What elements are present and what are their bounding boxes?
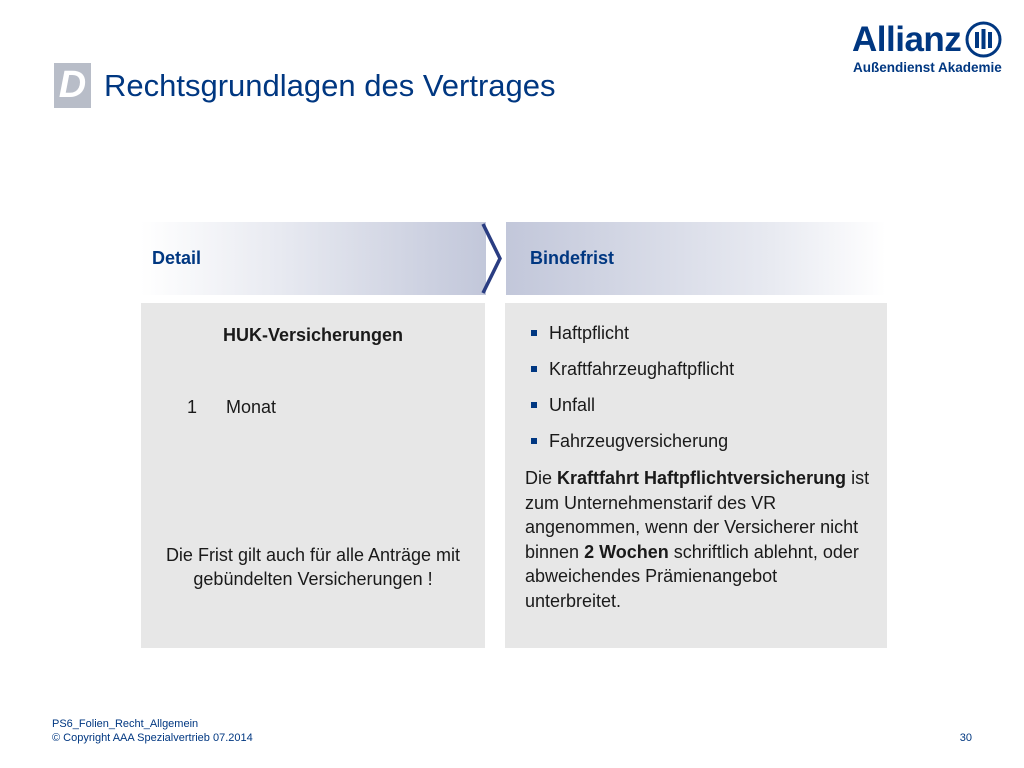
list-item <box>530 431 734 467</box>
para-text: Die <box>525 468 558 488</box>
logo-wordmark: Allianz <box>852 20 962 59</box>
list-item-label: Haftpflicht <box>549 323 630 343</box>
bullet-square-icon <box>531 438 537 444</box>
bullet-square-icon <box>531 330 537 336</box>
list-item-label: Kraftfahrzeughaftpflicht <box>549 359 735 379</box>
header-detail-label: Detail <box>152 248 202 268</box>
footer-copyright: © Copyright AAA Spezialvertrieb 07.2014 <box>52 732 253 744</box>
period-number: 1 <box>187 397 198 417</box>
detail-panel <box>141 303 485 648</box>
page-number: 30 <box>959 732 972 744</box>
list-item <box>530 323 734 359</box>
para-text: schriftlich ablehnt, oder abweichendes Prämienangebot unterbreitet. <box>525 541 859 611</box>
para-bold-weeks: 2 Wochen <box>584 541 669 562</box>
allianz-eagle-icon <box>965 21 1002 58</box>
list-item <box>530 359 734 395</box>
page-title: Rechtsgrundlagen des Vertrages <box>104 68 556 103</box>
header-bindefrist-label: Bindefrist <box>530 248 615 268</box>
list-item <box>530 395 734 431</box>
header-detail <box>140 222 486 295</box>
list-item-label: Unfall <box>549 395 596 415</box>
list-item-label: Fahrzeugversicherung <box>549 431 729 451</box>
allianz-logo <box>852 19 1002 79</box>
footer-file-name: PS6_Folien_Recht_Allgemein <box>52 718 199 730</box>
section-letter-badge: D <box>54 63 91 108</box>
bundle-note: Die Frist gilt auch für alle Anträge mit gebündelten Versicherungen ! <box>165 545 461 589</box>
bindefrist-panel <box>505 303 887 648</box>
huk-title: HUK-Versicherungen <box>222 325 404 345</box>
bullet-square-icon <box>531 402 537 408</box>
bullet-square-icon <box>531 366 537 372</box>
header-bindefrist <box>506 222 886 295</box>
logo-subtitle: Außendienst Akademie <box>853 60 1002 75</box>
period-unit: Monat <box>226 397 277 417</box>
para-bold-kraftfahrt: Kraftfahrt Haftpflichtversicherung <box>557 468 847 488</box>
insurance-type-list <box>530 323 734 467</box>
para-text: ist zum Unternehmenstarif des VR angenommen, wenn der Versicherer nicht binnen <box>525 468 870 562</box>
kfz-paragraph <box>525 466 870 613</box>
